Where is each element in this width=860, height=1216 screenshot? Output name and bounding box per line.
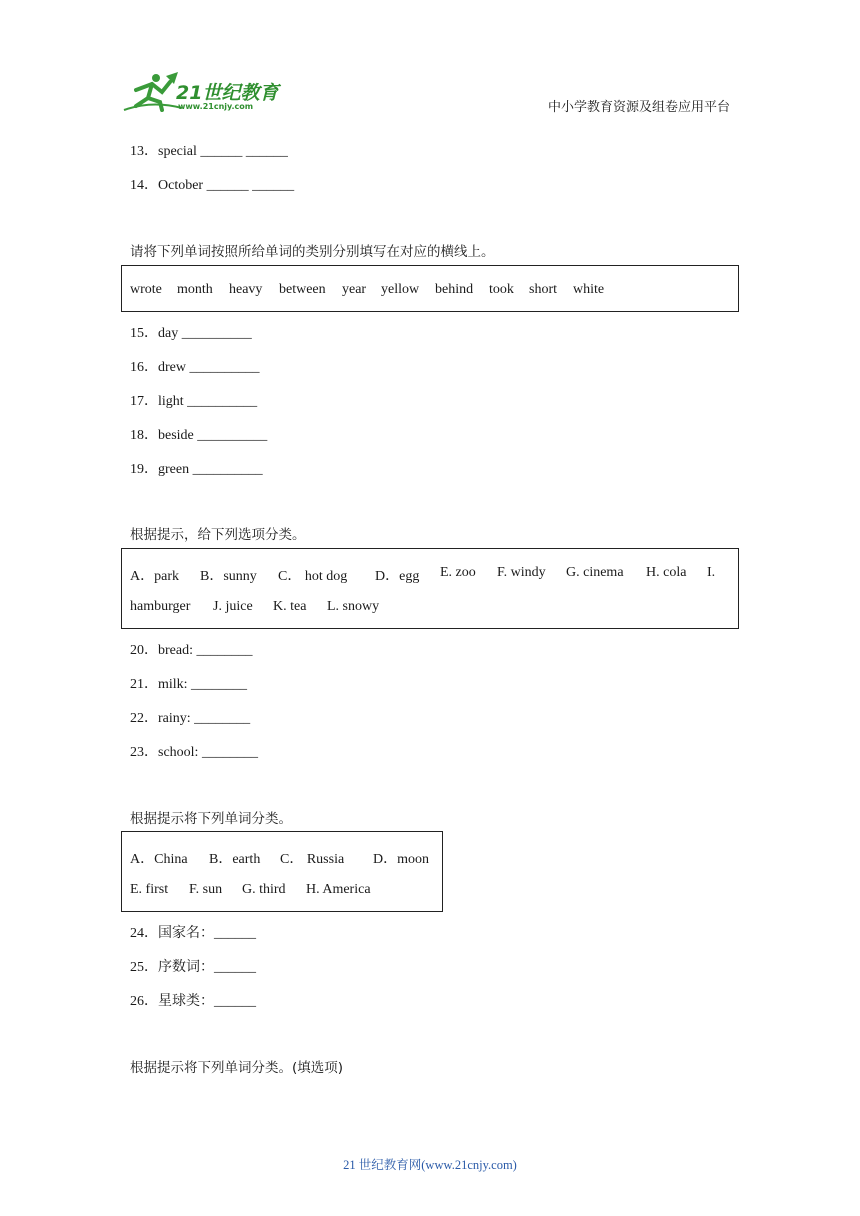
section3-option-box (121, 831, 443, 912)
question-23: 23．school: ________ (130, 745, 258, 760)
question-26: 26．星球类：______ (130, 994, 256, 1009)
question-20: 20．bread: ________ (130, 643, 253, 658)
question-15: 15．day __________ (130, 326, 252, 341)
section2-option-box (121, 548, 739, 629)
word-option: took (489, 282, 514, 297)
option-item: D．moon (373, 852, 429, 867)
option-item: H. cola (646, 565, 687, 580)
option-item: G. cinema (566, 565, 624, 580)
option-item: D．egg (375, 569, 420, 584)
section1-instruction: 请将下列单词按照所给单词的类别分别填写在对应的横线上。 (130, 244, 495, 260)
option-item: E. first (130, 882, 169, 897)
word-option: year (342, 282, 367, 297)
question-18: 18．beside __________ (130, 428, 268, 443)
section1-word-box (121, 265, 739, 312)
question-24: 24．国家名：______ (130, 926, 256, 941)
word-option: month (177, 282, 213, 297)
option-item: L. snowy (327, 599, 380, 614)
question-22: 22．rainy: ________ (130, 711, 251, 726)
option-item: E. zoo (440, 565, 476, 580)
word-option: white (573, 282, 605, 297)
option-item: K. tea (273, 599, 307, 614)
logo-sub-text: www.21cnjy.com (178, 102, 254, 111)
word-option: between (279, 282, 326, 297)
question-16: 16．drew __________ (130, 360, 260, 375)
option-item: hamburger (130, 599, 191, 614)
word-option: behind (435, 282, 474, 297)
option-item: G. third (242, 882, 286, 897)
section3-instruction: 根据提示将下列单词分类。 (130, 811, 292, 827)
question-19: 19．green __________ (130, 462, 263, 477)
word-option: yellow (381, 282, 420, 297)
footer-link[interactable]: 21 世纪教育网(www.21cnjy.com) (343, 1158, 517, 1172)
option-item: I. (707, 565, 716, 580)
question-13: 13．special ______ ______ (130, 144, 288, 159)
header-platform-text: 中小学教育资源及组卷应用平台 (548, 100, 731, 115)
option-item: F. sun (189, 882, 223, 897)
question-14: 14．October ______ ______ (130, 178, 295, 193)
option-item: J. juice (213, 599, 253, 614)
option-item: A．China (130, 852, 188, 867)
question-17: 17．light __________ (130, 394, 258, 409)
question-25: 25．序数词：______ (130, 960, 256, 975)
option-item: B．earth (209, 852, 261, 867)
option-item: A．park (130, 569, 179, 584)
option-item: C． hot dog (278, 569, 348, 584)
question-21: 21．milk: ________ (130, 677, 248, 692)
option-item: C． Russia (280, 852, 345, 867)
option-item: F. windy (497, 565, 546, 580)
option-item: H. America (306, 882, 371, 897)
word-option: wrote (130, 282, 162, 297)
section2-instruction: 根据提示，给下列选项分类。 (130, 527, 306, 543)
word-option: short (529, 282, 557, 297)
section4-instruction: 根据提示将下列单词分类。(填选项) (130, 1060, 344, 1076)
word-option: heavy (229, 282, 263, 297)
option-item: B．sunny (200, 569, 257, 584)
site-logo (122, 70, 292, 114)
logo-main-text: 21世纪教育 (176, 82, 279, 104)
